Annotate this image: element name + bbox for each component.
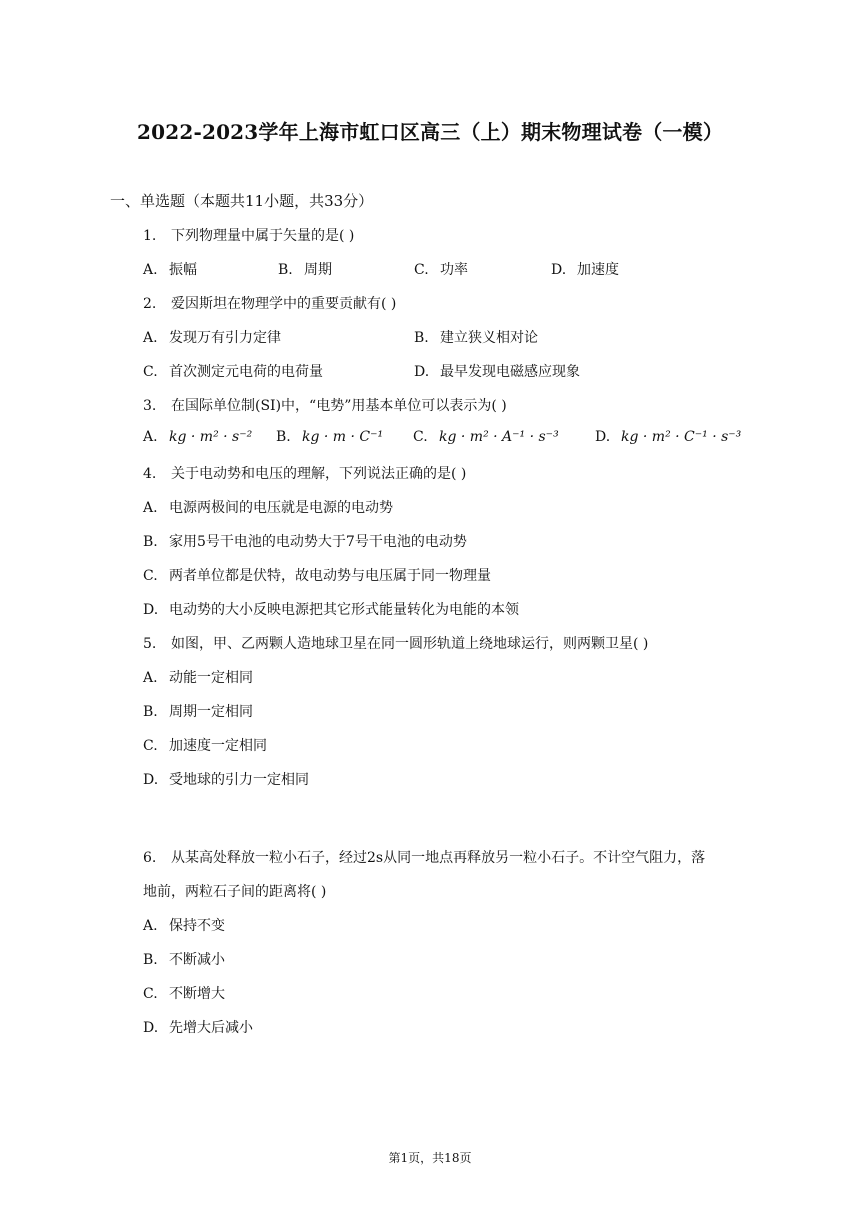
option-a: A. 保持不变 — [143, 918, 225, 934]
question-text: 在国际单位制(SI)中，“电势”用基本单位可以表示为( ) — [171, 398, 507, 414]
question-text-continued: 地前，两粒石子间的距离将( ) — [143, 884, 327, 900]
option-b: B. 家用5号干电池的电动势大于7号干电池的电动势 — [143, 534, 467, 550]
section-heading: 一、单选题（本题共11小题，共33分） — [110, 192, 374, 210]
question-6 — [143, 847, 705, 867]
question-5 — [143, 633, 648, 653]
option-c: C. 首次测定元电荷的电荷量 — [143, 364, 323, 380]
option-c: C. 功率 — [414, 262, 468, 278]
option-b: B. 不断减小 — [143, 952, 225, 968]
question-4 — [143, 463, 466, 483]
option-d: D. 先增大后减小 — [143, 1020, 253, 1036]
option-d: D. 最早发现电磁感应现象 — [414, 364, 580, 380]
document-title: 2022-2023学年上海市虹口区高三（上）期末物理试卷（一模） — [136, 120, 724, 144]
option-d: D. 加速度 — [551, 262, 619, 278]
option-b: B. 周期 — [278, 262, 332, 278]
page-footer: 第1页，共18页 — [388, 1151, 472, 1165]
question-1 — [143, 225, 354, 245]
option-b: B. kg · m · C⁻¹ — [276, 429, 384, 445]
question-text: 爱因斯坦在物理学中的重要贡献有( ) — [171, 296, 397, 312]
question-number: 1. — [143, 228, 157, 244]
question-text: 关于电动势和电压的理解，下列说法正确的是( ) — [171, 466, 467, 482]
option-a: A. 动能一定相同 — [143, 670, 253, 686]
question-text: 从某高处释放一粒小石子，经过2s从同一地点再释放另一粒小石子。不计空气阻力，落 — [171, 850, 706, 866]
question-number: 4. — [143, 466, 157, 482]
option-d: D. 电动势的大小反映电源把其它形式能量转化为电能的本领 — [143, 602, 519, 618]
option-c: C. 两者单位都是伏特，故电动势与电压属于同一物理量 — [143, 568, 491, 584]
question-number: 3. — [143, 398, 157, 414]
question-number: 6. — [143, 850, 157, 866]
option-b: B. 周期一定相同 — [143, 704, 253, 720]
option-a: A. 发现万有引力定律 — [143, 330, 281, 346]
option-a: A. 振幅 — [143, 262, 197, 278]
option-a: A. 电源两极间的电压就是电源的电动势 — [143, 500, 393, 516]
question-text: 如图，甲、乙两颗人造地球卫星在同一圆形轨道上绕地球运行，则两颗卫星( ) — [171, 636, 649, 652]
question-3 — [143, 395, 507, 415]
question-number: 2. — [143, 296, 157, 312]
option-b: B. 建立狭义相对论 — [414, 330, 538, 346]
option-c: C. 加速度一定相同 — [143, 738, 267, 754]
question-2 — [143, 293, 396, 313]
option-d: D. 受地球的引力一定相同 — [143, 772, 309, 788]
option-a: A. kg · m² · s⁻² — [143, 429, 253, 445]
option-d: D. kg · m² · C⁻¹ · s⁻³ — [595, 429, 742, 445]
option-c: C. kg · m² · A⁻¹ · s⁻³ — [413, 429, 559, 445]
question-text: 下列物理量中属于矢量的是( ) — [171, 228, 355, 244]
question-number: 5. — [143, 636, 157, 652]
option-c: C. 不断增大 — [143, 986, 225, 1002]
